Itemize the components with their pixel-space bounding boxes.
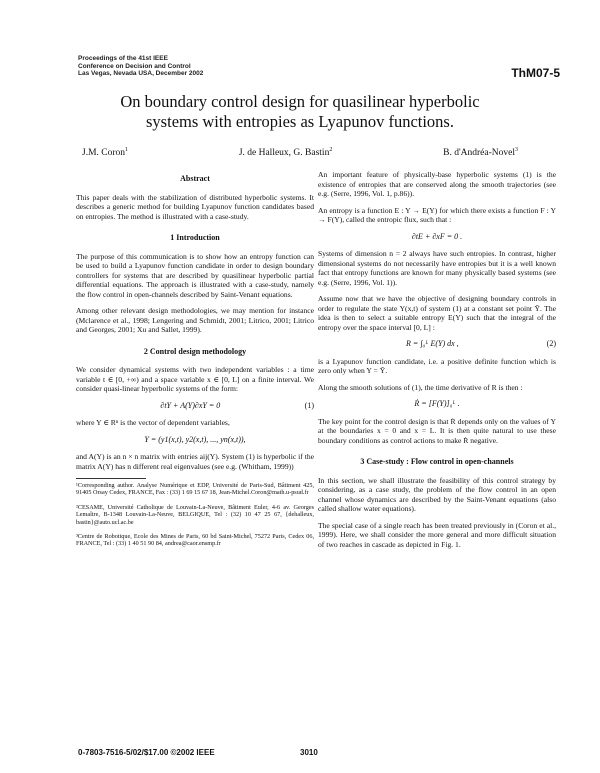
section-heading: 3 Case-study : Flow control in open-channels (360, 457, 514, 466)
paper-title (60, 92, 540, 132)
proceedings-line: Conference on Decision and Control (78, 62, 191, 70)
equation (76, 435, 314, 445)
author: B. d'Andréa-Novel$^3$ (443, 147, 518, 159)
equation-body: ∂tY + A(Y)∂xY = 0 (160, 400, 221, 410)
equation-body: Y = (y1(x,t), y2(x,t), ..., yn(x,t)), (144, 434, 246, 444)
paragraph: The special case of a single reach has been treated previously in (Coron et al., 1999). Here, we shall consider the more general and more difficult situation of two reaches in cascade as depicted in Fig. 1. (318, 520, 556, 549)
proceedings-header (78, 55, 203, 78)
paragraph: The purpose of this communication is to show how an entropy function can be used to build a Lyapunov function candidate in order to design boundary controllers for systems that are described by quasilinear hyperbolic partial differential equations. The approach is illustrated with a case-study, namely the flow control in open-channels described by Saint-Venant equations. (76, 251, 314, 299)
paragraph: Assume now that we have the objective of designing boundary controls in order to regulate the state Y(x,t) of system (1) at a constant set point Ȳ. The idea is then to select a suitable entropy E(Y) such that the integral of the entropy over the space interval [0, L] : (318, 294, 556, 332)
paper-code: ThM07-5 (511, 66, 560, 80)
equation (318, 399, 556, 409)
equation (318, 232, 556, 242)
equation (318, 339, 556, 349)
equation-body: Ṙ = [F(Y)]₀ᴸ . (414, 399, 460, 408)
equation-body: ∂tE + ∂xF = 0 . (411, 231, 463, 241)
paragraph: The key point for the control design is that Ṙ depends only on the values of Y at the boundaries x = 0 and x = L. It is then quite natural to use these boundary conditions as control actions to make Ṙ negative. (318, 416, 556, 445)
equation-body: R = ∫₀ᴸ E(Y) dx , (406, 339, 459, 348)
footnote: ³Centre de Robotique, Ecole des Mines de Paris, 60 bd Saint-Michel, 75272 Paris, Cedex 06, FRANCE, Tel : (33) 1 40 51 90 84, andrea@caor.ensmp.fr (76, 533, 314, 548)
paragraph: is a Lyapunov function candidate, i.e. a positive definite function which is zero only when Y = Ȳ. (318, 356, 556, 375)
abstract-heading: Abstract (180, 174, 210, 183)
paragraph: An entropy is a function E : Y → E(Y) for which there exists a function F : Y → F(Y), called the entropic flux, such that : (318, 205, 556, 224)
paragraph: Among other relevant design methodologies, we may mention for instance (Mclarence et al., 1998; Lengering and Schmidt, 2001; Litrico, 2001; Litrico and Georges, 2001; Xu and Sallet, 1999). (76, 306, 314, 334)
author: J.M. Coron$^1$ (82, 147, 129, 159)
author-list (70, 147, 530, 158)
left-column (76, 170, 314, 555)
section-heading: 1 Introduction (170, 233, 220, 242)
paragraph: Systems of dimension n = 2 always have such entropies. In contrast, higher dimensional systems do not necessarily have entropies but it is a well known fact that entropy functions are known for many physically based systems (see e.g. (Serre, 1996, Vol. 1)). (318, 249, 556, 287)
paragraph: We consider dynamical systems with two independent variables : a time variable t ∈ [0, +∞) and a space variable x ∈ [0, L] on a finite interval. We consider quasi-linear hyperbolic systems of the form: (76, 365, 314, 393)
paragraph: An important feature of physically-base hyperbolic systems (1) is the existence of entropies that are conserved along the smooth trajectories (see e.g. (Serre, 1996, Vol. 1, p.86)). (318, 170, 556, 198)
section-heading: 2 Control design methodology (143, 346, 247, 356)
abstract-text: This paper deals with the stabilization of distributed hyperbolic systems. It describes a generic method for building Lyapunov function candidates based on entropies. The method is illustrated with a case-study. (76, 192, 314, 221)
paragraph: In this section, we shall illustrate the feasibility of this control strategy by considering, as a case study, the problem of the flow control in an open channel whose dynamics are described by the Saint-Venant equations (also called shallow water equations). (318, 475, 556, 513)
footnote: ¹Corresponding author. Analyse Numérique et EDP, Université de Paris-Sud, Bâtiment 425, 91405 Orsay Cedex, FRANCE, Fax : (33) 1 69 15 67 18, Jean-Michel.Coron@math.u-psud.fr (76, 482, 314, 497)
equation-number: (2) (546, 339, 556, 348)
right-column (318, 170, 556, 556)
equation-number: (1) (304, 400, 314, 410)
isbn-copyright: 0-7803-7516-5/02/$17.00 ©2002 IEEE (78, 748, 215, 757)
title-line: On boundary control design for quasilinear hyperbolic (120, 92, 480, 111)
paragraph: where Y ∈ Rⁿ is the vector of dependent variables, (76, 418, 230, 427)
footnote-rule (76, 478, 146, 479)
author: J. de Halleux, G. Bastin$^2$ (238, 147, 333, 159)
proceedings-line: Las Vegas, Nevada USA, December 2002 (78, 70, 204, 77)
title-line: systems with entropies as Lyapunov functions. (146, 112, 454, 131)
footnote: ²CESAME, Université Catholique de Louvain-La-Neuve, Bâtiment Euler, 4-6 av. Georges Lemaître, B-1348 Louvain-La-Neuve, BELGIQUE, Tel : (32) 10 47 25 67, {dehalleux, bastin}@auto.ucl.ac.be (76, 503, 314, 526)
page-number: 3010 (300, 748, 318, 757)
paragraph: and A(Y) is an n × n matrix with entries aij(Y). System (1) is hyperbolic if the matrix A(Y) has n different real eigenvalues (see e.g. (Whitham, 1999)) (76, 452, 314, 471)
paragraph: Along the smooth solutions of (1), the time derivative of R is then : (318, 382, 523, 392)
proceedings-line: Proceedings of the 41st IEEE (78, 55, 168, 62)
equation (76, 401, 314, 411)
